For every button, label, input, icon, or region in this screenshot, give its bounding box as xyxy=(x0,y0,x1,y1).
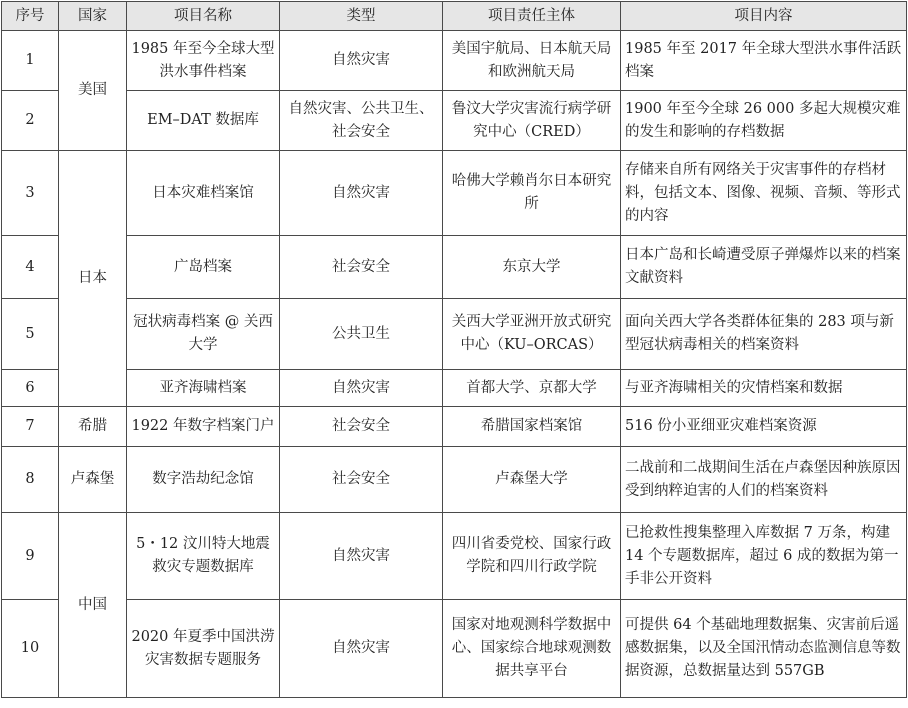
country-cell: 日本 xyxy=(59,151,127,407)
row-no: 3 xyxy=(2,151,59,236)
table-row xyxy=(2,31,907,91)
row-content: 日本广岛和长崎遭受原子弹爆炸以来的档案文献资料 xyxy=(621,236,907,299)
table-row xyxy=(2,513,907,600)
row-content: 1900 年至今全球 26 000 多起大规模灾难的发生和影响的存档数据 xyxy=(621,91,907,151)
country-cell: 美国 xyxy=(59,31,127,151)
row-name: 亚齐海啸档案 xyxy=(127,370,280,407)
row-no: 5 xyxy=(2,299,59,370)
row-owner: 希腊国家档案馆 xyxy=(443,407,621,447)
header-type: 类型 xyxy=(280,2,443,31)
row-owner: 鲁汶大学灾害流行病学研究中心（CRED） xyxy=(443,91,621,151)
row-name: 1985 年至今全球大型洪水事件档案 xyxy=(127,31,280,91)
row-owner: 卢森堡大学 xyxy=(443,447,621,513)
row-name: 1922 年数字档案门户 xyxy=(127,407,280,447)
table-row xyxy=(2,236,907,299)
header-no: 序号 xyxy=(2,2,59,31)
row-owner: 美国宇航局、日本航天局和欧洲航天局 xyxy=(443,31,621,91)
row-type: 社会安全 xyxy=(280,447,443,513)
header-owner: 项目责任主体 xyxy=(443,2,621,31)
country-cell: 卢森堡 xyxy=(59,447,127,513)
header-content: 项目内容 xyxy=(621,2,907,31)
row-type: 公共卫生 xyxy=(280,299,443,370)
row-no: 9 xyxy=(2,513,59,600)
table-row xyxy=(2,407,907,447)
row-content: 与亚齐海啸相关的灾情档案和数据 xyxy=(621,370,907,407)
row-owner: 东京大学 xyxy=(443,236,621,299)
table-row xyxy=(2,151,907,236)
table-row xyxy=(2,299,907,370)
disaster-archive-table xyxy=(1,1,907,698)
row-name: 广岛档案 xyxy=(127,236,280,299)
row-no: 1 xyxy=(2,31,59,91)
header-row xyxy=(2,2,907,31)
row-content: 可提供 64 个基础地理数据集、灾害前后遥感数据集，以及全国汛情动态监测信息等数据资源，总数据量达到 557GB xyxy=(621,600,907,698)
header-country: 国家 xyxy=(59,2,127,31)
row-owner: 关西大学亚洲开放式研究中心（KU–ORCAS） xyxy=(443,299,621,370)
row-type: 自然灾害 xyxy=(280,151,443,236)
row-type: 自然灾害 xyxy=(280,31,443,91)
row-name: 冠状病毒档案 @ 关西大学 xyxy=(127,299,280,370)
row-type: 自然灾害、公共卫生、社会安全 xyxy=(280,91,443,151)
row-name: EM–DAT 数据库 xyxy=(127,91,280,151)
row-owner: 首都大学、京都大学 xyxy=(443,370,621,407)
header-project-name: 项目名称 xyxy=(127,2,280,31)
row-name: 2020 年夏季中国洪涝灾害数据专题服务 xyxy=(127,600,280,698)
row-type: 自然灾害 xyxy=(280,600,443,698)
row-owner: 哈佛大学赖肖尔日本研究所 xyxy=(443,151,621,236)
row-type: 社会安全 xyxy=(280,407,443,447)
table-row xyxy=(2,600,907,698)
country-cell: 中国 xyxy=(59,513,127,698)
row-type: 自然灾害 xyxy=(280,370,443,407)
row-no: 10 xyxy=(2,600,59,698)
table-row xyxy=(2,370,907,407)
row-owner: 四川省委党校、国家行政学院和四川行政学院 xyxy=(443,513,621,600)
row-name: 日本灾难档案馆 xyxy=(127,151,280,236)
row-owner: 国家对地观测科学数据中心、国家综合地球观测数据共享平台 xyxy=(443,600,621,698)
row-no: 8 xyxy=(2,447,59,513)
row-content: 516 份小亚细亚灾难档案资源 xyxy=(621,407,907,447)
table-row xyxy=(2,447,907,513)
row-no: 7 xyxy=(2,407,59,447)
row-content: 存储来自所有网络关于灾害事件的存档材料，包括文本、图像、视频、音频、等形式的内容 xyxy=(621,151,907,236)
row-content: 1985 年至 2017 年全球大型洪水事件活跃档案 xyxy=(621,31,907,91)
row-name: 5・12 汶川特大地震救灾专题数据库 xyxy=(127,513,280,600)
row-content: 面向关西大学各类群体征集的 283 项与新型冠状病毒相关的档案资料 xyxy=(621,299,907,370)
row-no: 4 xyxy=(2,236,59,299)
row-no: 6 xyxy=(2,370,59,407)
row-content: 已抢救性搜集整理入库数据 7 万条，构建 14 个专题数据库，超过 6 成的数据为第一手非公开资料 xyxy=(621,513,907,600)
table-row xyxy=(2,91,907,151)
row-name: 数字浩劫纪念馆 xyxy=(127,447,280,513)
row-no: 2 xyxy=(2,91,59,151)
row-content: 二战前和二战期间生活在卢森堡因种族原因受到纳粹迫害的人们的档案资料 xyxy=(621,447,907,513)
country-cell: 希腊 xyxy=(59,407,127,447)
row-type: 社会安全 xyxy=(280,236,443,299)
row-type: 自然灾害 xyxy=(280,513,443,600)
